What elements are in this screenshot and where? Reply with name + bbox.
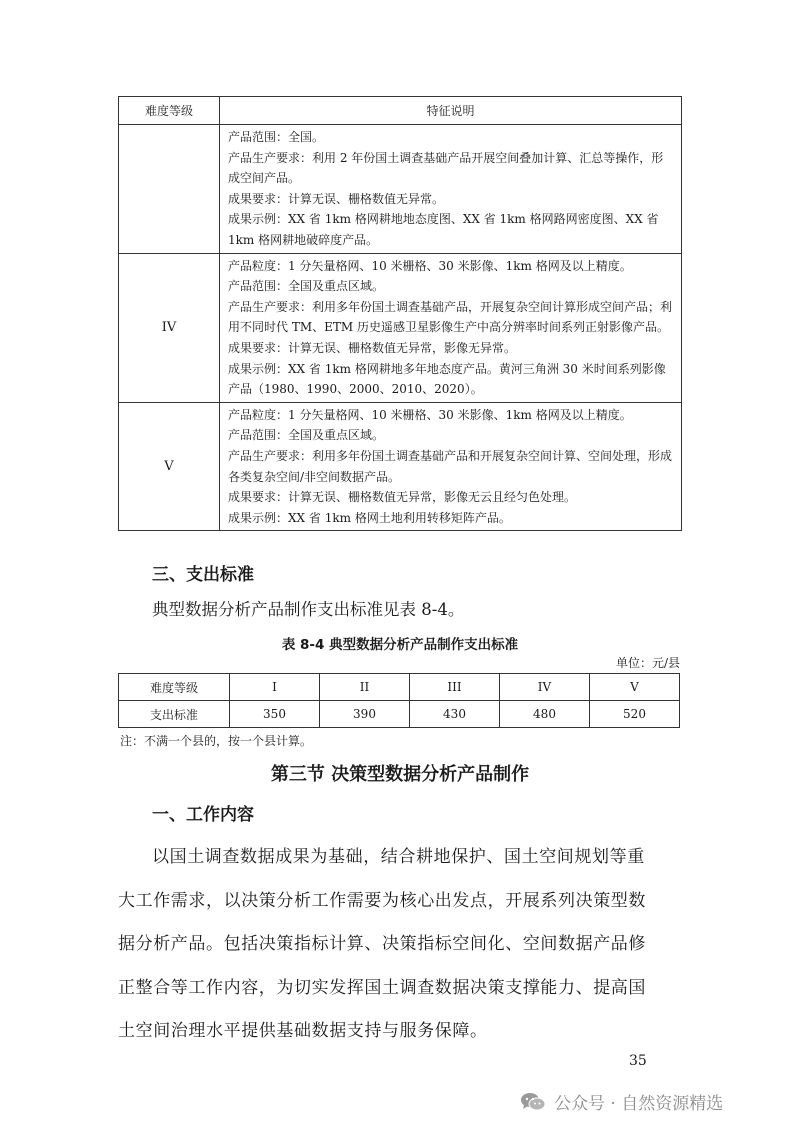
- desc-line: 产品粒度：1 分矢量格网、10 米栅格、30 米影像、1km 格网及以上精度。: [228, 258, 632, 273]
- feature-table: [118, 96, 682, 531]
- header-difficulty: 难度等级: [119, 97, 220, 125]
- level-cell: [119, 125, 220, 254]
- desc-line: 成果要求：计算无误、栅格数值无异常，影像无异常。: [228, 340, 517, 355]
- desc-line: 产品生产要求：利用多年份国土调查基础产品，开展复杂空间计算形成空间产品；利用不同时代 TM、ETM 历史遥感卫星影像生产中高分辨率时间系列正射影像产品。: [228, 299, 673, 335]
- desc-line: 成果要求：计算无误、栅格数值无异常。: [228, 191, 445, 206]
- value-cell: 390: [320, 701, 410, 728]
- level-header: II: [320, 674, 410, 701]
- body-line: 正整合等工作内容，为切实发挥国土调查数据决策支撑能力、提高国: [118, 977, 646, 998]
- table2-caption: 表 8-4 典型数据分析产品制作支出标准: [281, 637, 519, 653]
- section3-heading: 三、支出标准: [152, 565, 254, 585]
- desc-line: 成果要求：计算无误、栅格数值无异常，影像无云且经匀色处理。: [228, 490, 577, 505]
- body-line: 大工作需求，以决策分析工作需要为核心出发点，开展系列决策型数: [118, 890, 646, 911]
- desc-line: 产品范围：全国。: [228, 130, 325, 144]
- page-number: 35: [629, 1053, 647, 1069]
- value-cell: 430: [410, 701, 500, 728]
- header-label: 难度等级: [119, 674, 230, 701]
- subheading: 一、工作内容: [152, 805, 254, 825]
- desc-line: 产品生产要求：利用 2 年份国土调查基础产品开展空间叠加计算、汇总等操作，形成空间产品。: [228, 150, 664, 186]
- desc-line: 产品范围：全国及重点区域。: [228, 279, 385, 294]
- desc-line: 产品范围：全国及重点区域。: [228, 428, 385, 443]
- body-line: 以国土调查数据成果为基础，结合耕地保护、国土空间规划等重: [152, 847, 645, 867]
- table2-note: 注：不满一个县的，按一个县计算。: [120, 734, 313, 748]
- value-cell: 350: [230, 701, 320, 728]
- table-header-row: [119, 97, 682, 125]
- desc-cell: [220, 125, 682, 254]
- header-feature: 特征说明: [220, 97, 682, 125]
- desc-line: 成果示例：XX 省 1km 格网土地利用转移矩阵产品。: [228, 510, 511, 525]
- level-header: V: [590, 674, 680, 701]
- wechat-icon: [520, 1092, 546, 1112]
- body-line: 据分析产品。包括决策指标计算、决策指标空间化、空间数据产品修: [118, 934, 646, 954]
- table-row: [119, 125, 682, 254]
- body-line: 土空间治理水平提供基础数据支持与服务保障。: [118, 1021, 488, 1041]
- table-row: [119, 674, 680, 701]
- desc-cell: [220, 253, 682, 402]
- row-label: 支出标准: [119, 701, 230, 728]
- desc-line: 成果示例：XX 省 1km 格网耕地多年地态度产品。黄河三角洲 30 米时间系列影像产品（1980、1990、2000、2010、2020）。: [228, 361, 666, 397]
- table2-unit: 单位：元/县: [615, 656, 680, 670]
- level-cell: IV: [119, 253, 220, 402]
- value-cell: 480: [500, 701, 590, 728]
- desc-line: 成果示例：XX 省 1km 格网耕地地态度图、XX 省 1km 格网路网密度图、XX 省 1km 格网耕地破碎度产品。: [228, 212, 659, 247]
- watermark-text: 公众号 · 自然资源精选: [554, 1094, 724, 1114]
- body-paragraph: [118, 836, 684, 1054]
- level-header: IV: [500, 674, 590, 701]
- desc-cell: [220, 402, 682, 531]
- table-row: [119, 701, 680, 728]
- table-row: [119, 253, 682, 402]
- desc-line: 产品粒度：1 分矢量格网、10 米栅格、30 米影像、1km 格网及以上精度。: [228, 407, 632, 422]
- level-header: I: [230, 674, 320, 701]
- desc-line: 产品生产要求：利用多年份国土调查基础产品和开展复杂空间计算、空间处理，形成各类复杂空间/非空间数据产品。: [228, 448, 673, 484]
- watermark: [520, 1089, 723, 1114]
- table-row: [119, 402, 682, 531]
- level-cell: V: [119, 402, 220, 531]
- section3-paragraph: 典型数据分析产品制作支出标准见表 8-4。: [152, 600, 465, 619]
- value-cell: 520: [590, 701, 680, 728]
- expense-table: [118, 673, 680, 728]
- section-title: 第三节 决策型数据分析产品制作: [270, 764, 530, 785]
- level-header: III: [410, 674, 500, 701]
